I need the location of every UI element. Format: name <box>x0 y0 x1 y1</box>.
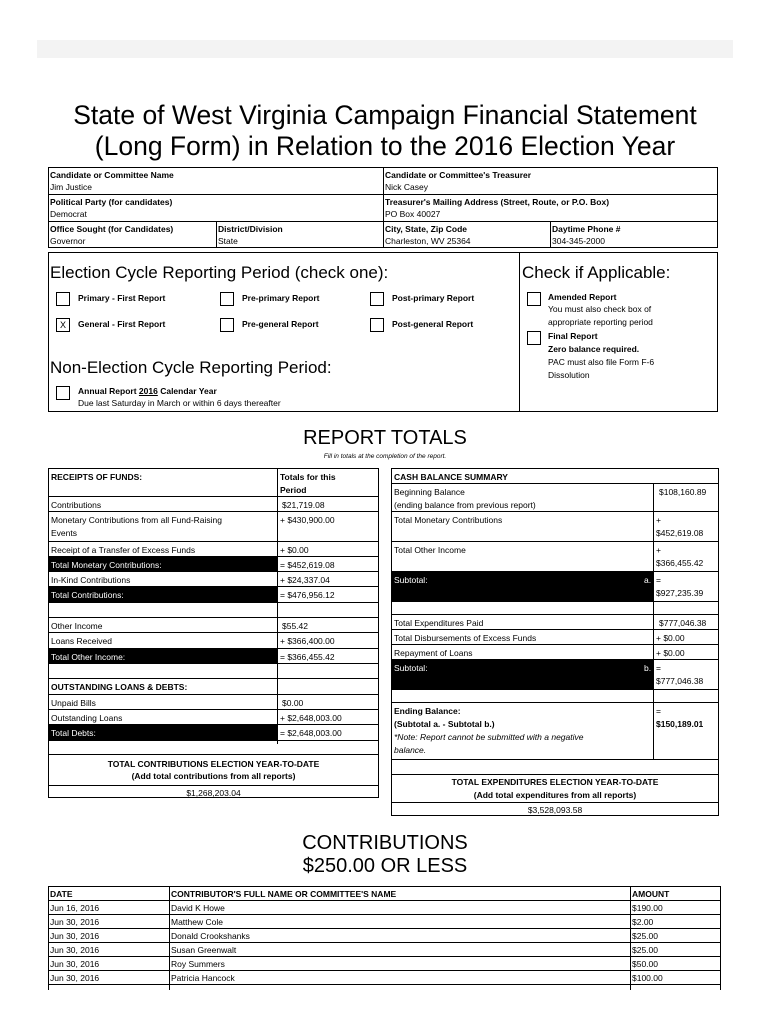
total-debts-value: = $2,648,003.00 <box>280 728 342 738</box>
row-amount: $25.00 <box>632 931 658 941</box>
row-amount: $2.00 <box>632 917 654 927</box>
total-other-value: = $366,455.42 <box>280 652 335 662</box>
total-monetary-contrib-label: Total Monetary Contributions <box>394 515 503 525</box>
annual-report-note: Due last Saturday in March or within 6 days thereafter <box>78 398 281 408</box>
ending-note-1: *Note: Report cannot be submitted with a negative <box>394 732 584 742</box>
repayment-value: + $0.00 <box>656 648 685 658</box>
total-expenditures-label: Total Expenditures Paid <box>394 618 484 628</box>
col-date: DATE <box>50 889 73 899</box>
annual-report-checkbox[interactable] <box>56 386 70 400</box>
row-name: David K Howe <box>171 903 225 913</box>
beginning-value: $108,160.89 <box>659 487 707 497</box>
row-date: Jun 30, 2016 <box>50 959 100 969</box>
subtotal-b-sign: = <box>656 663 661 673</box>
office-value: Governor <box>50 236 86 246</box>
total-other-label: Total Other Income: <box>51 652 126 662</box>
row-date: Jun 16, 2016 <box>50 903 100 913</box>
pac-note-2: Dissolution <box>548 370 590 380</box>
monetary-label-1: Monetary Contributions from all Fund-Raising <box>51 515 223 525</box>
col-name: CONTRIBUTOR'S FULL NAME OR COMMITTEE'S NAME <box>171 889 397 899</box>
unpaid-bills-value: $0.00 <box>282 698 304 708</box>
party-label: Political Party (for candidates) <box>50 197 173 207</box>
row-date: Jun 30, 2016 <box>50 945 100 955</box>
report-totals-note: Fill in totals at the completion of the report. <box>323 453 447 460</box>
outstanding-loans-value: + $2,648,003.00 <box>280 713 342 723</box>
subtotal-b-mark: b. <box>644 663 652 673</box>
row-name: Donald Crookshanks <box>171 931 250 941</box>
total-expenditures-value: $777,046.38 <box>659 618 707 628</box>
amended-note-1: You must also check box of <box>548 304 652 314</box>
general-first-checkbox[interactable]: X <box>56 318 70 332</box>
repayment-label: Repayment of Loans <box>394 648 473 658</box>
total-other-income-sign: + <box>656 545 661 555</box>
monetary-label-2: Events <box>51 528 77 538</box>
address-value: PO Box 40027 <box>385 209 441 219</box>
subtotal-b-label: Subtotal: <box>394 663 428 673</box>
pre-general-checkbox[interactable] <box>220 318 234 332</box>
inkind-value: + $24,337.04 <box>280 575 330 585</box>
contributions-value: $21,719.08 <box>282 500 325 510</box>
pre-primary-checkbox[interactable] <box>220 292 234 306</box>
office-label: Office Sought (for Candidates) <box>50 224 174 234</box>
total-monetary-value: = $452,619.08 <box>280 560 335 570</box>
monetary-value: + $430,900.00 <box>280 515 335 525</box>
amended-checkbox[interactable] <box>527 292 541 306</box>
subtotal-a-label: Subtotal: <box>394 575 428 585</box>
subtotal-a-mark: a. <box>644 575 652 585</box>
treasurer-label: Candidate or Committee's Treasurer <box>385 170 532 180</box>
totals-header-line-1: Totals for this <box>280 472 336 482</box>
ending-note-2: balance. <box>394 745 427 755</box>
pre-primary-label: Pre-primary Report <box>242 293 320 303</box>
unpaid-bills-label: Unpaid Bills <box>51 698 96 708</box>
non-election-heading: Non-Election Cycle Reporting Period: <box>50 358 332 377</box>
row-amount: $190.00 <box>632 903 663 913</box>
report-totals-heading: REPORT TOTALS <box>303 427 467 449</box>
title-line-1: State of West Virginia Campaign Financial Statement <box>73 100 697 130</box>
row-amount: $25.00 <box>632 945 658 955</box>
beginning-label-2: (ending balance from previous report) <box>394 500 536 510</box>
subtotal-a-sign: = <box>656 575 661 585</box>
post-general-checkbox[interactable] <box>370 318 384 332</box>
total-monetary-contrib-sign: + <box>656 515 661 525</box>
ytd-expenditures-value: $3,528,093.58 <box>527 805 583 815</box>
applicable-heading: Check if Applicable: <box>522 263 671 282</box>
election-cycle-heading: Election Cycle Reporting Period (check one): <box>50 263 389 282</box>
total-contributions-value: = $476,956.12 <box>280 590 335 600</box>
cash-header: CASH BALANCE SUMMARY <box>394 472 508 482</box>
row-name: Susan Greenwalt <box>171 945 237 955</box>
row-name: Matthew Cole <box>171 917 223 927</box>
receipts-header: RECEIPTS OF FUNDS: <box>51 472 143 482</box>
outstanding-loans-label: Outstanding Loans <box>51 713 123 723</box>
subtotal-a-value: $927,235.39 <box>656 588 704 598</box>
post-primary-label: Post-primary Report <box>392 293 475 303</box>
primary-first-checkbox[interactable] <box>56 292 70 306</box>
ytd-contributions-line-2: (Add total contributions from all reports) <box>131 771 296 781</box>
row-date: Jun 30, 2016 <box>50 917 100 927</box>
final-checkbox[interactable] <box>527 331 541 345</box>
loans-received-value: + $366,400.00 <box>280 636 335 646</box>
row-name: Patricia Hancock <box>171 973 235 983</box>
amended-note-2: appropriate reporting period <box>548 317 653 327</box>
candidate-label: Candidate or Committee Name <box>50 170 174 180</box>
disbursements-value: + $0.00 <box>656 633 685 643</box>
candidate-value: Jim Justice <box>50 182 93 192</box>
phone-label: Daytime Phone # <box>552 224 621 234</box>
city-value: Charleston, WV 25364 <box>385 236 471 246</box>
total-contributions-label: Total Contributions: <box>51 590 124 600</box>
row-date: Jun 30, 2016 <box>50 931 100 941</box>
other-income-label: Other Income <box>51 621 103 631</box>
address-label: Treasurer's Mailing Address (Street, Route, or P.O. Box) <box>385 197 610 207</box>
total-monetary-label: Total Monetary Contributions: <box>51 560 162 570</box>
post-general-label: Post-general Report <box>392 319 474 329</box>
top-toolbar-strip <box>37 40 733 58</box>
outstanding-header: OUTSTANDING LOANS & DEBTS: <box>51 682 188 692</box>
beginning-label-1: Beginning Balance <box>394 487 465 497</box>
treasurer-value: Nick Casey <box>385 182 428 192</box>
zero-balance-label: Zero balance required. <box>548 344 640 354</box>
district-value: State <box>218 236 238 246</box>
row-name: Roy Summers <box>171 959 225 969</box>
total-other-income-value: $366,455.42 <box>656 558 704 568</box>
amended-label: Amended Report <box>548 292 617 302</box>
transfer-label: Receipt of a Transfer of Excess Funds <box>51 545 196 555</box>
loans-received-label: Loans Received <box>51 636 112 646</box>
contributions-heading-2: $250.00 OR LESS <box>302 855 468 877</box>
row-amount: $100.00 <box>632 973 663 983</box>
disbursements-label: Total Disbursements of Excess Funds <box>394 633 537 643</box>
contributions-heading-1: CONTRIBUTIONS <box>302 832 468 854</box>
party-value: Democrat <box>50 209 87 219</box>
post-primary-checkbox[interactable] <box>370 292 384 306</box>
final-label: Final Report <box>548 331 598 341</box>
pac-note-1: PAC must also file Form F-6 <box>548 357 655 367</box>
col-amount: AMOUNT <box>632 889 670 899</box>
transfer-value: + $0.00 <box>280 545 309 555</box>
totals-header-line-2: Period <box>280 485 307 495</box>
ytd-expenditures-line-2: (Add total expenditures from all reports) <box>473 790 637 800</box>
ending-sign: = <box>656 706 661 716</box>
total-debts-label: Total Debts: <box>51 728 96 738</box>
title-line-2: (Long Form) in Relation to the 2016 Election Year <box>94 131 676 161</box>
general-first-label: General - First Report <box>78 319 166 329</box>
inkind-label: In-Kind Contributions <box>51 575 131 585</box>
ending-value: $150,189.01 <box>656 719 704 729</box>
document-title <box>40 100 730 162</box>
total-other-income-label: Total Other Income <box>394 545 466 555</box>
phone-value: 304-345-2000 <box>552 236 605 246</box>
row-amount: $50.00 <box>632 959 658 969</box>
ytd-contributions-value: $1,268,203.04 <box>186 788 241 798</box>
other-income-value: $55.42 <box>282 621 308 631</box>
annual-report-label: Annual Report 2016 Calendar Year <box>78 386 217 396</box>
ytd-expenditures-line-1: TOTAL EXPENDITURES ELECTION YEAR-TO-DATE <box>451 777 659 787</box>
row-date: Jun 30, 2016 <box>50 973 100 983</box>
contributions-label: Contributions <box>51 500 102 510</box>
ending-label-2: (Subtotal a. - Subtotal b.) <box>394 719 495 729</box>
ytd-contributions-line-1: TOTAL CONTRIBUTIONS ELECTION YEAR-TO-DATE <box>107 759 320 769</box>
pre-general-label: Pre-general Report <box>242 319 319 329</box>
ending-label-1: Ending Balance: <box>394 706 461 716</box>
total-monetary-contrib-value: $452,619.08 <box>656 528 704 538</box>
city-label: City, State, Zip Code <box>385 224 468 234</box>
primary-first-label: Primary - First Report <box>78 293 166 303</box>
subtotal-b-value: $777,046.38 <box>656 676 704 686</box>
district-label: District/Division <box>218 224 283 234</box>
